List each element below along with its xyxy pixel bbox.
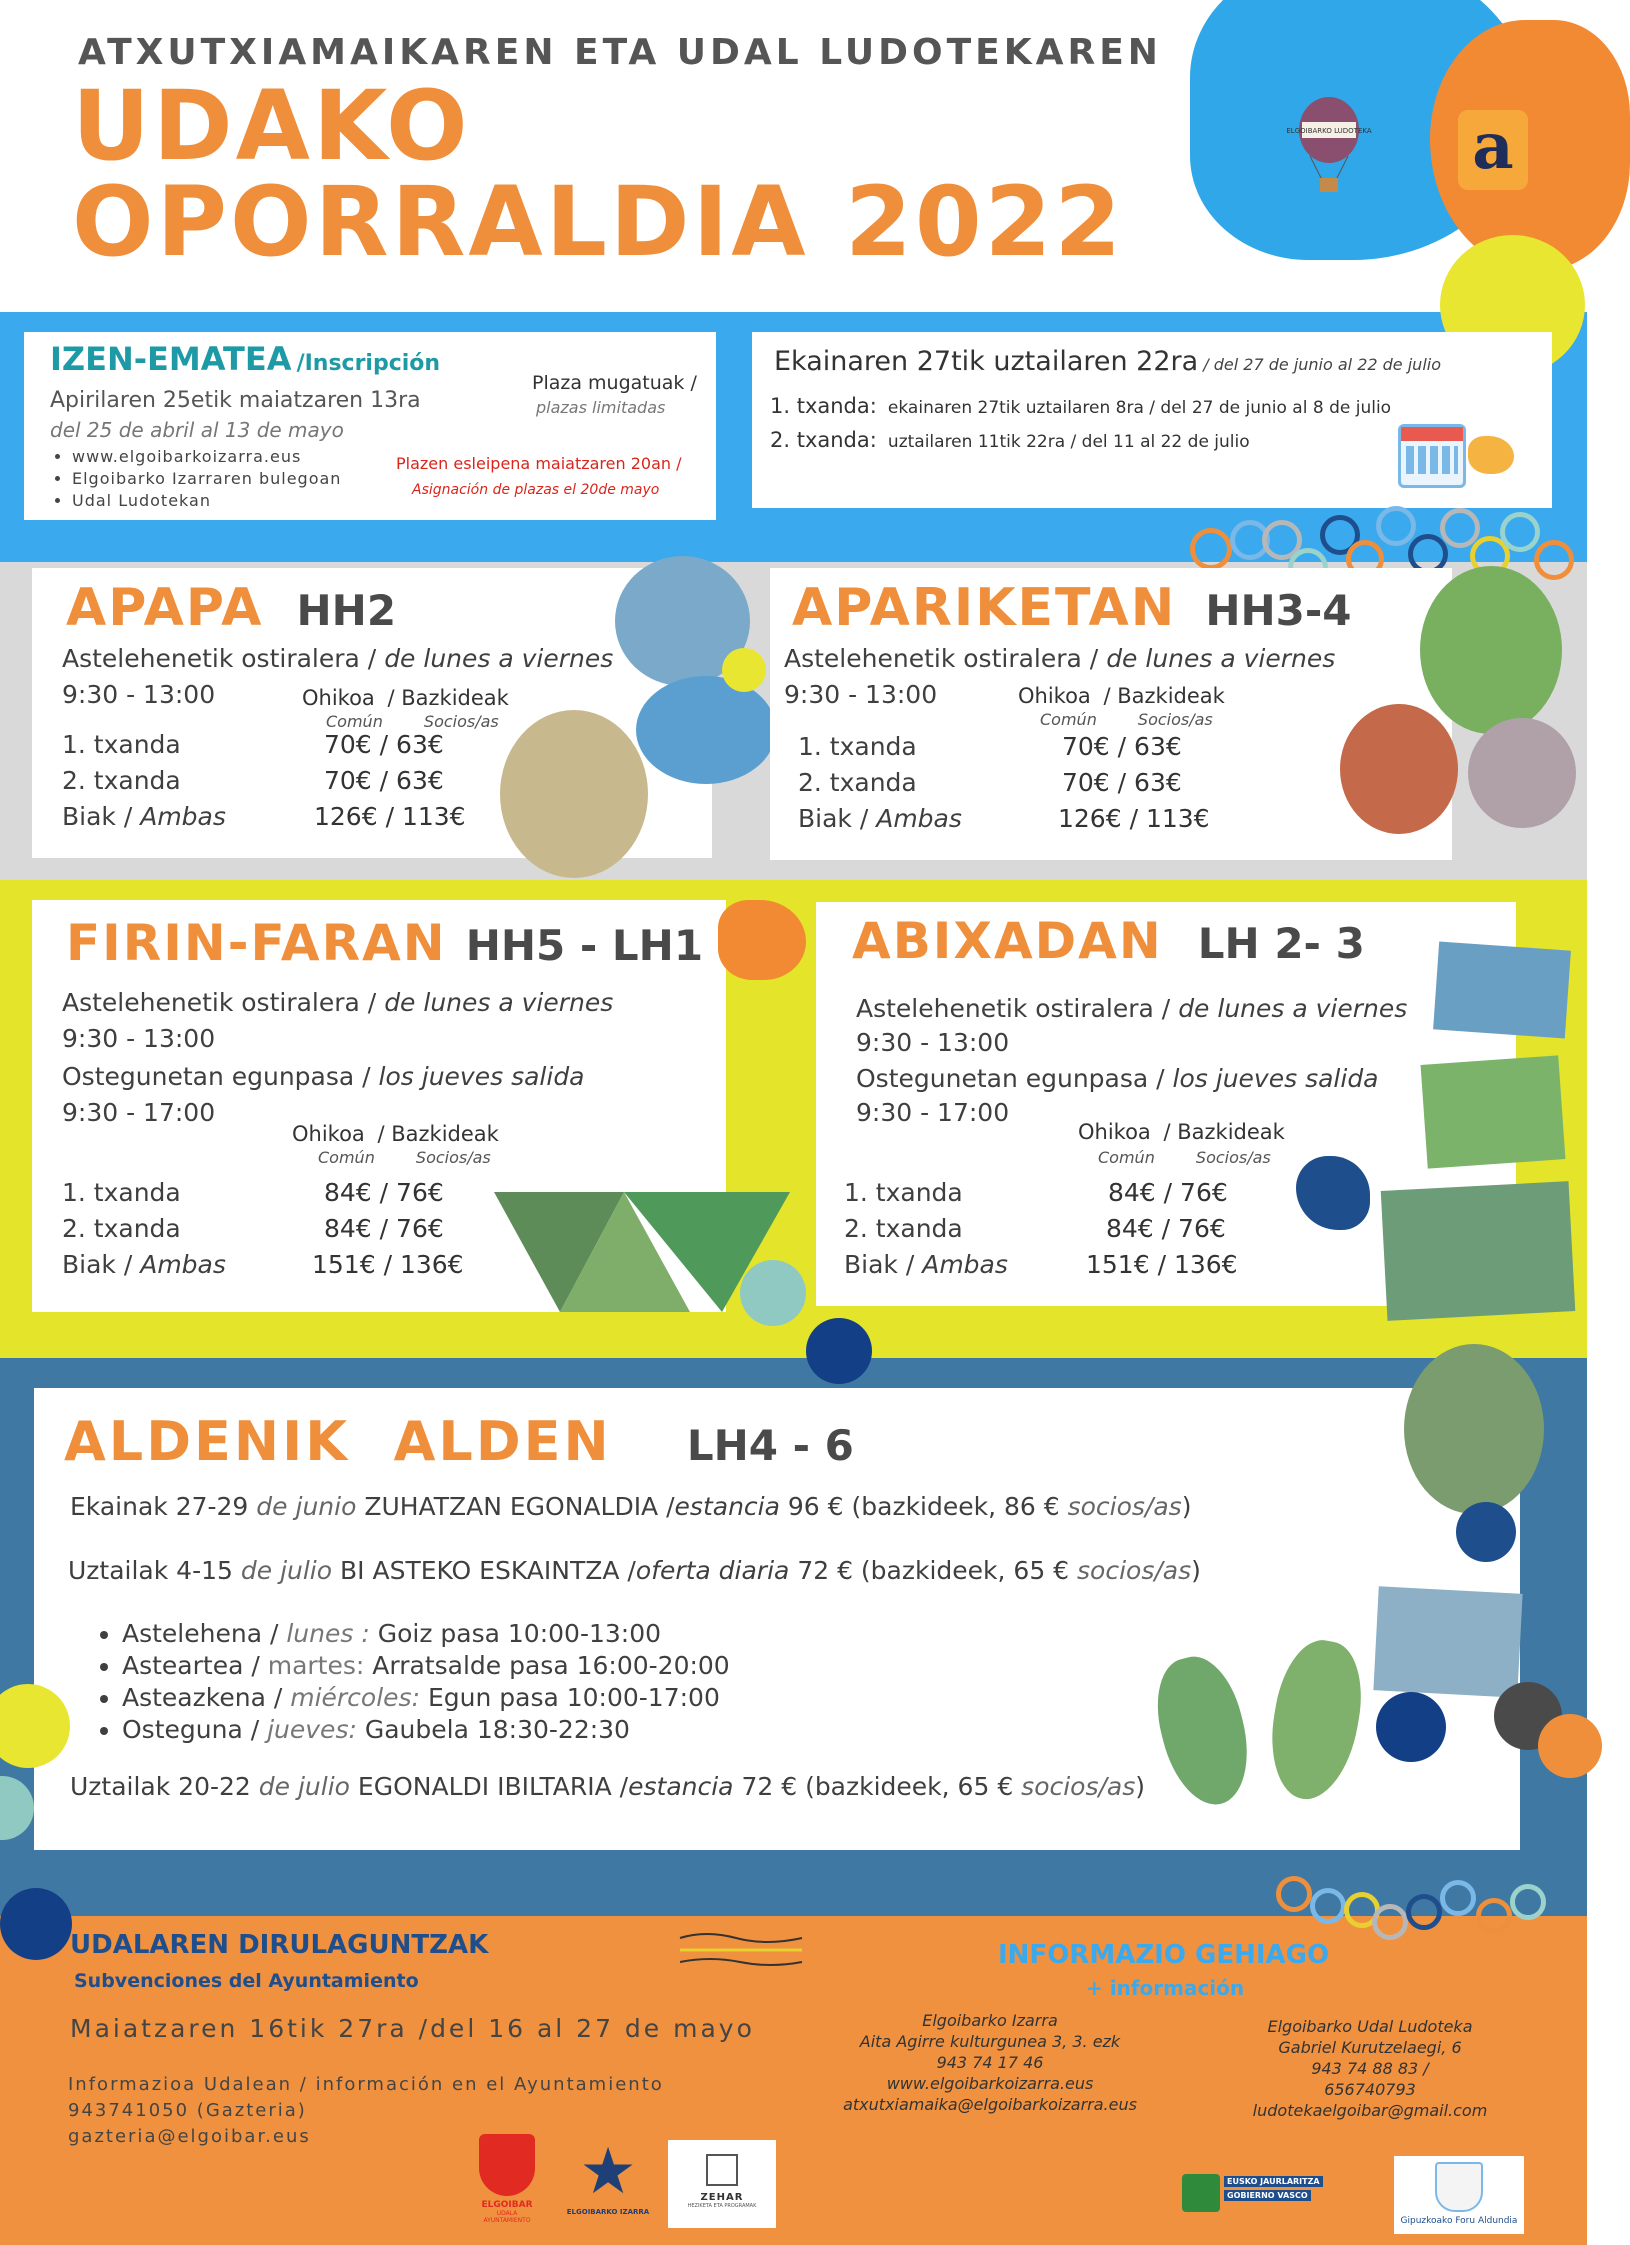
aldenik-l2-name: BI ASTEKO ESKAINTZA / <box>340 1556 636 1585</box>
turn1-label: 1. txanda: <box>770 394 877 418</box>
elgoibar-logo-text: ELGOIBAR <box>481 2200 533 2210</box>
firin-row3-label: Biak / <box>62 1250 133 1279</box>
ring-decoration <box>1376 506 1416 546</box>
abixadan-title: ABIXADAN <box>852 912 1163 970</box>
aldenik-l3-month: de julio <box>258 1772 350 1801</box>
apariketan-card <box>770 568 1452 860</box>
grants-dates: Maiatzaren 16tik 27ra /del 16 al 27 de mayo <box>70 2014 755 2043</box>
abixadan-row3-label: Biak / <box>844 1250 915 1279</box>
ring-decoration <box>1372 1904 1408 1940</box>
aldenik-l2-close: ) <box>1191 1556 1201 1585</box>
registration-dates: Apirilaren 25etik maiatzaren 13ra <box>50 388 421 413</box>
aldenik-l1-socios: socios/as <box>1067 1492 1182 1521</box>
eusko-jaurlaritza-logo <box>1182 2170 1320 2218</box>
aldenik-bullet: • Asteazkena / miércoles: Egun pasa 10:00-17:00 <box>122 1682 730 1714</box>
registration-title-es: /Inscripción <box>296 351 441 376</box>
ring-decoration <box>1476 1898 1512 1934</box>
ludoteka-contact <box>1220 2016 1520 2121</box>
apapa-row3-label-es: Ambas <box>140 802 226 831</box>
navy-circle-decoration <box>806 1318 872 1384</box>
ludoteka-balloon-logo <box>1286 96 1372 196</box>
abixadan-col-common: Ohikoa <box>1078 1120 1151 1144</box>
firin-days-es: de lunes a viernes <box>384 988 614 1017</box>
abixadan-photo-picnic <box>1421 1055 1566 1168</box>
apariketan-row3-price: 126€ / 113€ <box>1058 804 1210 833</box>
apariketan-group: HH3-4 <box>1205 586 1352 635</box>
abixadan-trip-es: los jueves salida <box>1172 1064 1379 1093</box>
firin-row2-price: 84€ / 76€ <box>324 1214 444 1243</box>
ring-decoration <box>1276 1876 1312 1912</box>
ring-decoration <box>1406 1894 1442 1930</box>
main-title-line1: UDAKO <box>72 70 471 182</box>
firin-title: FIRIN-FARAN <box>66 914 447 972</box>
apapa-days: Astelehenetik ostiralera / <box>62 644 377 673</box>
calendar-icon <box>1398 424 1466 488</box>
apapa-days-es: de lunes a viernes <box>384 644 614 673</box>
firin-col-members-es: Socios/as <box>415 1148 491 1167</box>
apariketan-hours: 9:30 - 13:00 <box>784 680 938 709</box>
abixadan-row3-price: 151€ / 136€ <box>1086 1250 1238 1279</box>
apapa-hours: 9:30 - 13:00 <box>62 680 216 709</box>
firin-col-common: Ohikoa <box>292 1122 365 1146</box>
teal-circle-decoration <box>740 1260 806 1326</box>
izarra-web-link[interactable]: www.elgoibarkoizarra.eus <box>886 2074 1094 2093</box>
turn2-label: 2. txanda: <box>770 428 877 452</box>
aldenik-l3-date: Uztailak 20-22 <box>70 1772 251 1801</box>
aldenik-photo-mountain <box>1404 1344 1544 1514</box>
gipuzkoa-logo-text: Gipuzkoako Foru Aldundia <box>1400 2216 1518 2226</box>
star-icon: ★ <box>579 2135 637 2209</box>
aldenik-group: LH4 - 6 <box>686 1421 854 1470</box>
apapa-row3-price: 126€ / 113€ <box>314 802 466 831</box>
izarra-logo-text: ELGOIBARKO IZARRA <box>566 2208 650 2216</box>
abixadan-row2-label: 2. txanda <box>844 1214 963 1243</box>
apariketan-col-common: Ohikoa <box>1018 684 1091 708</box>
ludoteka-email[interactable]: ludotekaelgoibar@gmail.com <box>1252 2101 1488 2120</box>
assignment-date-es: Asignación de plazas el 20de mayo <box>412 482 660 498</box>
aldenik-bullet: • Astelehena / lunes : Goiz pasa 10:00-13:00 <box>122 1618 730 1650</box>
grants-info: Informazioa Udalean / información en el Ayuntamiento <box>68 2074 664 2095</box>
apariketan-photo-crafts <box>1468 718 1576 828</box>
gipuzkoa-shield-icon <box>1435 2162 1483 2212</box>
apariketan-days: Astelehenetik ostiralera / <box>784 644 1099 673</box>
apapa-row3-label: Biak / <box>62 802 133 831</box>
footprint-photo-left <box>1145 1648 1261 1813</box>
ludoteka-mobile: 656740793 <box>1324 2080 1416 2099</box>
grants-subtitle: Subvenciones del Ayuntamiento <box>74 1970 419 1992</box>
apariketan-col-members: / Bazkideak <box>1103 684 1225 708</box>
apariketan-row2-label: 2. txanda <box>798 768 917 797</box>
eusko-logo-text: EUSKO JAURLARITZA <box>1224 2176 1323 2187</box>
zehar-logo-sub: HEZIKETA ETA PROGRAMAK <box>687 2203 757 2209</box>
main-title-line2: OPORRALDIA 2022 <box>72 166 1125 278</box>
apariketan-row3-label: Biak / <box>798 804 869 833</box>
orange-splash-decoration <box>718 900 806 980</box>
apariketan-row1-label: 1. txanda <box>798 732 917 761</box>
apapa-photo-swim <box>636 676 776 784</box>
registration-card <box>24 332 716 520</box>
apapa-row1-label: 1. txanda <box>62 730 181 759</box>
izarra-contact <box>820 2010 1160 2115</box>
aldenik-l1-name: ZUHATZAN EGONALDIA / <box>364 1492 675 1521</box>
grants-phone: 943741050 (Gazteria) <box>68 2100 307 2121</box>
apapa-col-common-es: Común <box>326 712 383 731</box>
firin-hours: 9:30 - 13:00 <box>62 1024 216 1053</box>
abixadan-row2-price: 84€ / 76€ <box>1106 1214 1226 1243</box>
navy-circle-decoration <box>0 1888 72 1960</box>
more-info-subtitle: + información <box>1086 1976 1245 2000</box>
firin-trip-es: los jueves salida <box>378 1062 585 1091</box>
apariketan-col-members-es: Socios/as <box>1137 710 1213 729</box>
izarra-name: Elgoibarko Izarra <box>922 2011 1058 2030</box>
more-info-title: INFORMAZIO GEHIAGO <box>998 1940 1330 1970</box>
registration-place: • Elgoibarko Izarraren bulegoan <box>72 468 341 490</box>
aldenik-l1-close: ) <box>1181 1492 1192 1521</box>
abixadan-col-members-es: Socios/as <box>1195 1148 1271 1167</box>
izarra-email[interactable]: atxutxiamaika@elgoibarkoizarra.eus <box>843 2095 1137 2114</box>
apapa-row2-price: 70€ / 63€ <box>324 766 444 795</box>
ring-decoration <box>1190 528 1232 570</box>
aldenik-l2-type: oferta diaria <box>635 1556 790 1585</box>
ludoteka-address: Gabriel Kurutzelaegi, 6 <box>1278 2038 1462 2057</box>
abixadan-photo-group <box>1381 1181 1576 1321</box>
navy-circle-decoration <box>1376 1692 1446 1762</box>
footprint-photo-right <box>1261 1634 1372 1806</box>
apapa-row1-price: 70€ / 63€ <box>324 730 444 759</box>
apapa-col-members: / Bazkideak <box>387 686 509 710</box>
firin-trip-hours: 9:30 - 17:00 <box>62 1098 216 1127</box>
firin-days: Astelehenetik ostiralera / <box>62 988 377 1017</box>
aldenik-l2-price: 72 € (bazkideek, 65 € <box>797 1556 1070 1585</box>
abixadan-col-common-es: Común <box>1098 1148 1155 1167</box>
firin-row3-price: 151€ / 136€ <box>312 1250 464 1279</box>
apariketan-row2-price: 70€ / 63€ <box>1062 768 1182 797</box>
abixadan-group: LH 2- 3 <box>1197 919 1365 968</box>
aldenik-photo-river <box>1373 1586 1522 1697</box>
limited-places: Plaza mugatuak / <box>532 372 697 394</box>
apapa-photo-kids <box>500 710 648 878</box>
ring-decoration <box>1500 512 1540 552</box>
firin-group: HH5 - LH1 <box>465 921 704 970</box>
turn2-text: uztailaren 11tik 22ra / del 11 al 22 de julio <box>887 432 1250 452</box>
abixadan-row1-price: 84€ / 76€ <box>1108 1178 1228 1207</box>
abixadan-row1-label: 1. txanda <box>844 1178 963 1207</box>
aldenik-bullet: • Osteguna / jueves: Gaubela 18:30-22:30 <box>122 1714 730 1746</box>
apariketan-days-es: de lunes a viernes <box>1106 644 1336 673</box>
navy-circle-decoration <box>1456 1502 1516 1562</box>
registration-title: IZEN-EMATEA <box>50 340 292 378</box>
aldenik-l2-month: de julio <box>240 1556 333 1585</box>
abixadan-days-es: de lunes a viernes <box>1178 994 1408 1023</box>
balloon-logo-text: ELGOIBARKO LUDOTEKA <box>1286 127 1372 135</box>
aldenik-l2-socios: socios/as <box>1077 1556 1192 1585</box>
abixadan-col-members: / Bazkideak <box>1163 1120 1285 1144</box>
aldenik-alden-card <box>34 1388 1520 1850</box>
apapa-col-common: Ohikoa <box>302 686 375 710</box>
yellow-splash-decoration <box>722 648 766 692</box>
grants-email[interactable]: gazteria@elgoibar.eus <box>68 2126 311 2147</box>
elgoibar-logo-sub: UDALA AYUNTAMIENTO <box>483 2210 531 2224</box>
zehar-logo-text: ZEHAR <box>700 2192 744 2203</box>
ring-decoration <box>1534 540 1574 580</box>
aldenik-l1-price: 96 € (bazkideek, 86 € <box>787 1492 1060 1521</box>
assignment-date: Plazen esleipena maiatzaren 20an / <box>396 454 682 473</box>
pen-hand-icon <box>1468 436 1514 474</box>
firin-row1-price: 84€ / 76€ <box>324 1178 444 1207</box>
zehar-logo <box>668 2140 776 2228</box>
ring-decoration <box>1440 1880 1476 1916</box>
firin-col-members: / Bazkideak <box>377 1122 499 1146</box>
aldenik-l3-socios: socios/as <box>1021 1772 1136 1801</box>
firin-row2-label: 2. txanda <box>62 1214 181 1243</box>
ring-decoration <box>1310 1888 1346 1924</box>
gipuzkoa-logo <box>1394 2156 1524 2234</box>
abixadan-trip: Ostegunetan egunpasa / <box>856 1064 1165 1093</box>
firin-row1-label: 1. txanda <box>62 1178 181 1207</box>
squiggle-decoration <box>676 1928 806 1976</box>
abixadan-photo-beach <box>1433 942 1571 1039</box>
aldenik-l1-type: estancia <box>674 1492 780 1521</box>
apariketan-row3-label-es: Ambas <box>876 804 962 833</box>
apapa-col-members-es: Socios/as <box>423 712 499 731</box>
registration-place: • Udal Ludotekan <box>72 490 341 512</box>
abixadan-row3-label-es: Ambas <box>922 1250 1008 1279</box>
aldenik-title: ALDENIK ALDEN <box>64 1410 612 1473</box>
aldenik-l3-type: estancia <box>628 1772 734 1801</box>
atxutxiamaika-logo <box>1458 110 1528 190</box>
ludoteka-phone: 943 74 88 83 / <box>1311 2059 1429 2078</box>
aldenik-l2-date: Uztailak 4-15 <box>68 1556 233 1585</box>
eusko-tree-icon <box>1182 2174 1220 2212</box>
registration-place: • www.elgoibarkoizarra.eus <box>72 446 341 468</box>
apapa-group: HH2 <box>296 586 397 635</box>
aldenik-l3-close: ) <box>1135 1772 1146 1801</box>
aldenik-bullet: • Asteartea / martes: Arratsalde pasa 16:00-20:00 <box>122 1650 730 1682</box>
apariketan-photo-stage <box>1340 704 1458 834</box>
izarra-address: Aita Agirre kulturgunea 3, 3. ezk <box>859 2032 1121 2051</box>
elgoibar-shield-icon <box>479 2134 535 2196</box>
limited-places-es: plazas limitadas <box>536 398 666 417</box>
kicker-text: ATXUTXIAMAIKAREN ETA UDAL LUDOTEKAREN <box>78 32 1162 73</box>
period-title: Ekainaren 27tik uztailaren 22ra <box>774 346 1199 377</box>
period-card <box>752 332 1552 508</box>
apapa-title: APAPA <box>66 578 264 638</box>
firin-col-common-es: Común <box>318 1148 375 1167</box>
abixadan-hours: 9:30 - 13:00 <box>856 1028 1010 1057</box>
izarra-logo <box>560 2136 656 2236</box>
apariketan-col-common-es: Común <box>1040 710 1097 729</box>
zehar-square-icon <box>706 2154 738 2186</box>
atx-logo-glyph: a <box>1472 109 1514 184</box>
apapa-row2-label: 2. txanda <box>62 766 181 795</box>
izarra-phone: 943 74 17 46 <box>936 2053 1044 2072</box>
period-title-es: / del 27 de junio al 22 de julio <box>1203 355 1441 374</box>
abixadan-days: Astelehenetik ostiralera / <box>856 994 1171 1023</box>
grants-title: UDALAREN DIRULAGUNTZAK <box>70 1930 489 1960</box>
orange-circle-decoration <box>1538 1714 1602 1778</box>
eusko-logo-text-es: GOBIERNO VASCO <box>1224 2190 1311 2201</box>
elgoibar-logo <box>474 2134 540 2232</box>
abixadan-trip-hours: 9:30 - 17:00 <box>856 1098 1010 1127</box>
apariketan-photo-balloons <box>1420 566 1562 734</box>
aldenik-l3-name: EGONALDI IBILTARIA / <box>357 1772 629 1801</box>
registration-dates-es: del 25 de abril al 13 de mayo <box>50 418 344 442</box>
turn1-text: ekainaren 27tik uztailaren 8ra / del 27 de junio al 8 de julio <box>887 398 1392 418</box>
firin-row3-label-es: Ambas <box>140 1250 226 1279</box>
apariketan-title: APARIKETAN <box>792 578 1177 638</box>
apariketan-row1-price: 70€ / 63€ <box>1062 732 1182 761</box>
firin-trip: Ostegunetan egunpasa / <box>62 1062 371 1091</box>
aldenik-l1-month: de junio <box>256 1492 357 1521</box>
aldenik-l3-price: 72 € (bazkideek, 65 € <box>741 1772 1014 1801</box>
ring-decoration <box>1510 1884 1546 1920</box>
aldenik-l1-date: Ekainak 27-29 <box>70 1492 249 1521</box>
ludoteka-name: Elgoibarko Udal Ludoteka <box>1267 2017 1473 2036</box>
